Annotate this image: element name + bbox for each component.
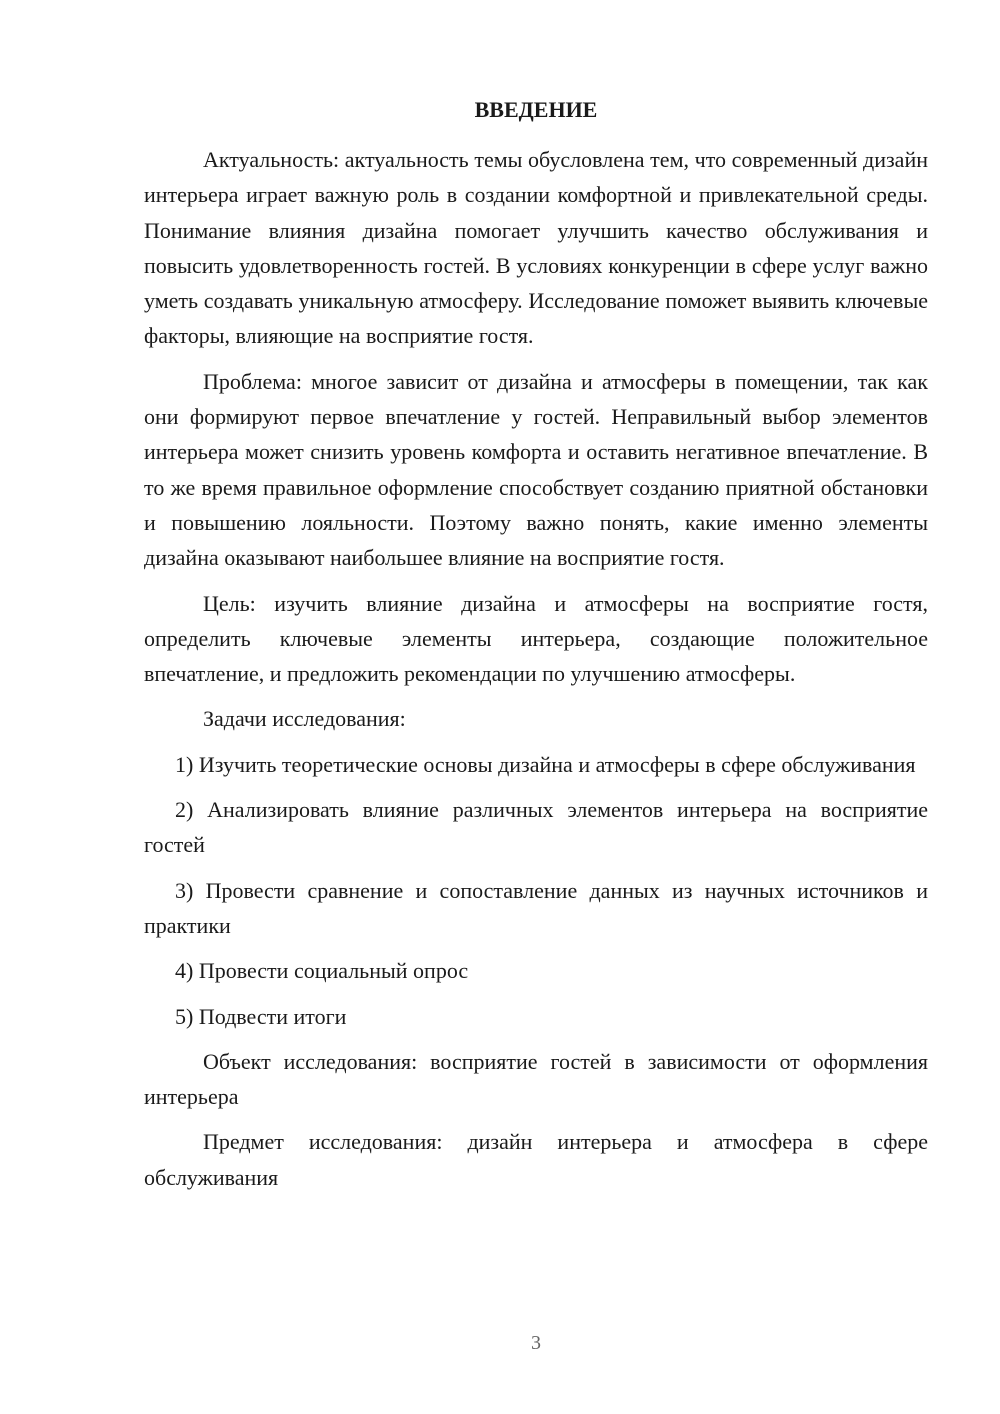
relevance-paragraph: Актуальность: актуальность темы обусловлена тем, что современный дизайн интерьера играет важную роль в создании комфортной и привлекательной среды. Понимание влияния дизайна помогает улучшить качество обслуживания и повысить удовлетворенность гостей. В условиях конкуренции в сфере услуг важно уметь создавать уникальную атмосферу. Исследование поможет выявить ключевые факторы, влияющие на восприятие гостя.	[144, 147, 928, 349]
problem-paragraph: Проблема: многое зависит от дизайна и атмосферы в помещении, так как они формируют первое впечатление у гостей. Неправильный выбор элементов интерьера может снизить уровень комфорта и оставить негативное впечатление. В то же время правильное оформление способствует созданию приятной обстановки и повышению лояльности. Поэтому важно понять, какие именно элементы дизайна оказывают наибольшее влияние на восприятие гостя.	[144, 368, 928, 571]
task-item-3: 3) Провести сравнение и сопоставление данных из научных источников и практики	[144, 877, 928, 938]
page-number: 3	[531, 1332, 541, 1354]
page-title: ВВЕДЕНИЕ	[474, 97, 598, 122]
task-item-1: 1) Изучить теоретические основы дизайна и атмосферы в сфере обслуживания	[175, 751, 916, 777]
task-item-5: 5) Подвести итоги	[175, 1003, 347, 1029]
tasks-heading: Задачи исследования:	[203, 706, 406, 732]
subject-paragraph: Предмет исследования: дизайн интерьера и атмосфера в сфере обслуживания	[144, 1129, 928, 1190]
object-paragraph: Объект исследования: восприятие гостей в зависимости от оформления интерьера	[144, 1048, 928, 1110]
task-item-4: 4) Провести социальный опрос	[175, 958, 469, 984]
document-page	[144, 92, 928, 1195]
task-item-2: 2) Анализировать влияние различных элементов интерьера на восприятие гостей	[144, 797, 928, 858]
goal-paragraph: Цель: изучить влияние дизайна и атмосферы на восприятие гостя, определить ключевые элементы интерьера, создающие положительное впечатление, и предложить рекомендации по улучшению атмосферы.	[144, 590, 928, 687]
